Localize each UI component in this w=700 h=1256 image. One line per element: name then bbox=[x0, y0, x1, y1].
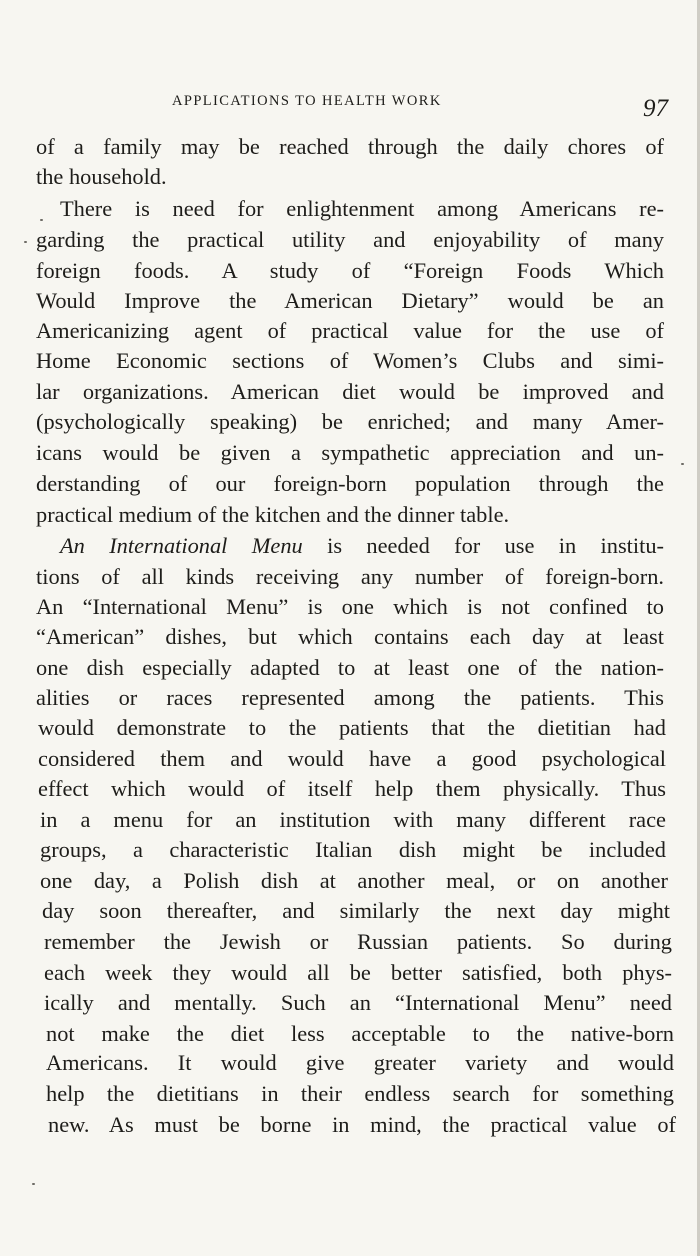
italic-lead: An International Menu bbox=[60, 533, 303, 558]
text-line: foreign foods. A study of “Foreign Foods Which bbox=[36, 258, 664, 283]
text-line: derstanding of our foreign-born population through the bbox=[36, 471, 664, 496]
text-line: would demonstrate to the patients that the dietitian had bbox=[38, 715, 666, 740]
text-line-rest: is needed for use in institu- bbox=[327, 533, 665, 558]
text-line: day soon thereafter, and similarly the next day might bbox=[42, 898, 670, 923]
text-line: not make the diet less acceptable to the native-born bbox=[46, 1021, 674, 1046]
text-line: new. As must be borne in mind, the practical value of bbox=[48, 1112, 676, 1137]
ink-speck bbox=[24, 241, 27, 243]
text-line: Home Economic sections of Women’s Clubs and simi- bbox=[36, 348, 664, 373]
text-line: in a menu for an institution with many different race bbox=[40, 807, 666, 832]
text-line: one dish especially adapted to at least one of the nation- bbox=[36, 655, 664, 680]
text-line: tions of all kinds receiving any number of foreign-born. bbox=[36, 564, 664, 589]
text-line: alities or races represented among the patients. This bbox=[36, 685, 664, 710]
text-line: the household. bbox=[36, 164, 167, 189]
text-line: groups, a characteristic Italian dish might be included bbox=[40, 837, 666, 862]
text-line: icans would be given a sympathetic appreciation and un- bbox=[36, 440, 664, 465]
text-line: lar organizations. American diet would be improved and bbox=[36, 379, 664, 404]
text-line: help the dietitians in their endless search for something bbox=[46, 1081, 674, 1106]
text-line: Americans. It would give greater variety and would bbox=[46, 1050, 674, 1075]
text-line: garding the practical utility and enjoyability of many bbox=[36, 227, 664, 252]
text-line: one day, a Polish dish at another meal, or on another bbox=[40, 868, 668, 893]
text-line: each week they would all be better satisfied, both phys- bbox=[44, 960, 672, 985]
text-line: (psychologically speaking) be enriched; and many Amer- bbox=[36, 409, 664, 434]
text-line-with-italic-lead bbox=[60, 531, 664, 561]
text-line: Americanizing agent of practical value for the use of bbox=[36, 318, 664, 343]
text-line: effect which would of itself help them physically. Thus bbox=[38, 776, 666, 801]
text-line: practical medium of the kitchen and the dinner table. bbox=[36, 502, 510, 527]
ink-speck bbox=[32, 1183, 35, 1185]
running-head: APPLICATIONS TO HEALTH WORK bbox=[172, 93, 442, 109]
text-line: There is need for enlightenment among Americans re- bbox=[60, 196, 664, 221]
ink-speck bbox=[681, 463, 684, 465]
text-line: remember the Jewish or Russian patients. So during bbox=[44, 929, 672, 954]
page-number: 97 bbox=[643, 95, 668, 122]
text-line: ically and mentally. Such an “International Menu” need bbox=[44, 990, 672, 1015]
text-line: An “International Menu” is one which is not confined to bbox=[36, 594, 664, 619]
text-line: considered them and would have a good psychological bbox=[38, 746, 666, 771]
ink-speck bbox=[40, 219, 43, 221]
text-line: Would Improve the American Dietary” would be an bbox=[36, 288, 664, 313]
text-line: “American” dishes, but which contains each day at least bbox=[36, 624, 664, 649]
text-line: of a family may be reached through the daily chores of bbox=[36, 134, 664, 159]
